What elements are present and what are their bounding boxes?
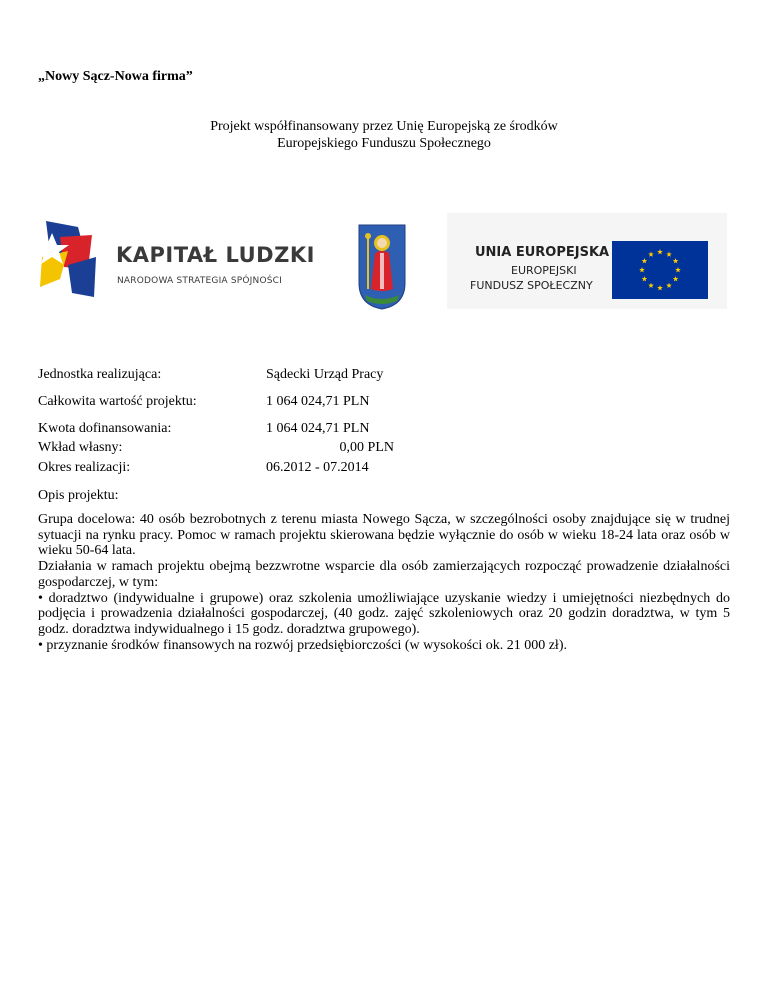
detail-row: [38, 440, 394, 458]
kapital-ludzki-title: KAPITAŁ LUDZKI: [116, 243, 315, 267]
eu-logo: [447, 213, 727, 309]
kapital-ludzki-logo: [38, 217, 318, 299]
eu-subtitle-1: EUROPEJSKI: [511, 264, 577, 277]
eu-flag-icon: [612, 241, 708, 299]
detail-value: Sądecki Urząd Pracy: [266, 367, 384, 382]
project-title: „Nowy Sącz-Nowa firma”: [38, 69, 193, 84]
detail-label: Wkład własny:: [38, 440, 123, 455]
kapital-ludzki-icon: [38, 217, 100, 299]
description-paragraph: Grupa docelowa: 40 osób bezrobotnych z terenu miasta Nowego Sącza, w szczególności osoby znajdujące się w trudnej sytuacji na rynku pracy. Pomoc w ramach projektu skierowana będzie wyłącznie do osób w wieku 18-24 lata oraz osób w wieku 50-64 lata.: [38, 512, 730, 559]
detail-label: Całkowita wartość projektu:: [38, 394, 197, 409]
logo-strip: [0, 205, 768, 315]
detail-row: [38, 421, 438, 439]
detail-label: Okres realizacji:: [38, 460, 131, 475]
eu-subtitle-2: FUNDUSZ SPOŁECZNY: [470, 279, 593, 292]
detail-row: [38, 460, 438, 478]
description-label: Opis projektu:: [38, 488, 119, 503]
cofinancing-line-1: Projekt współfinansowany przez Unię Europejską ze środków: [210, 119, 558, 134]
detail-value: 06.2012 - 07.2014: [266, 460, 369, 475]
kapital-ludzki-subtitle: NARODOWA STRATEGIA SPÓJNOŚCI: [117, 276, 282, 286]
description-bullet: • przyznanie środków finansowych na rozwój przedsiębiorczości (w wysokości ok. 21 000 zł).: [38, 637, 567, 653]
coat-of-arms-icon: [357, 223, 407, 311]
detail-label: Kwota dofinansowania:: [38, 421, 172, 436]
cofinancing-line-2: Europejskiego Funduszu Społecznego: [277, 136, 491, 151]
eu-title: UNIA EUROPEJSKA: [475, 245, 610, 260]
detail-row: [38, 367, 438, 385]
description-body: [38, 512, 730, 653]
detail-value: 1 064 024,71 PLN: [266, 394, 370, 409]
description-bullet: • doradztwo (indywidualne i grupowe) oraz szkolenia umożliwiające uzyskanie wiedzy i umiejętności niezbędnych do podjęcia i prowadzenia działalności gospodarczej, (40 godz. zajęć szkoleniowych oraz 20 godzin doradztwa, w tym 5 godz. doradztwa indywidualnego i 15 godz. doradztwa grupowego).: [38, 590, 730, 637]
detail-label: Jednostka realizująca:: [38, 367, 162, 382]
description-paragraph: Działania w ramach projektu obejmą bezzwrotne wsparcie dla osób zamierzających rozpocząć prowadzenie działalności gospodarczej, w tym:: [38, 559, 730, 590]
detail-row: [38, 394, 438, 412]
detail-value: 0,00 PLN: [339, 440, 394, 455]
detail-value: 1 064 024,71 PLN: [266, 421, 370, 436]
